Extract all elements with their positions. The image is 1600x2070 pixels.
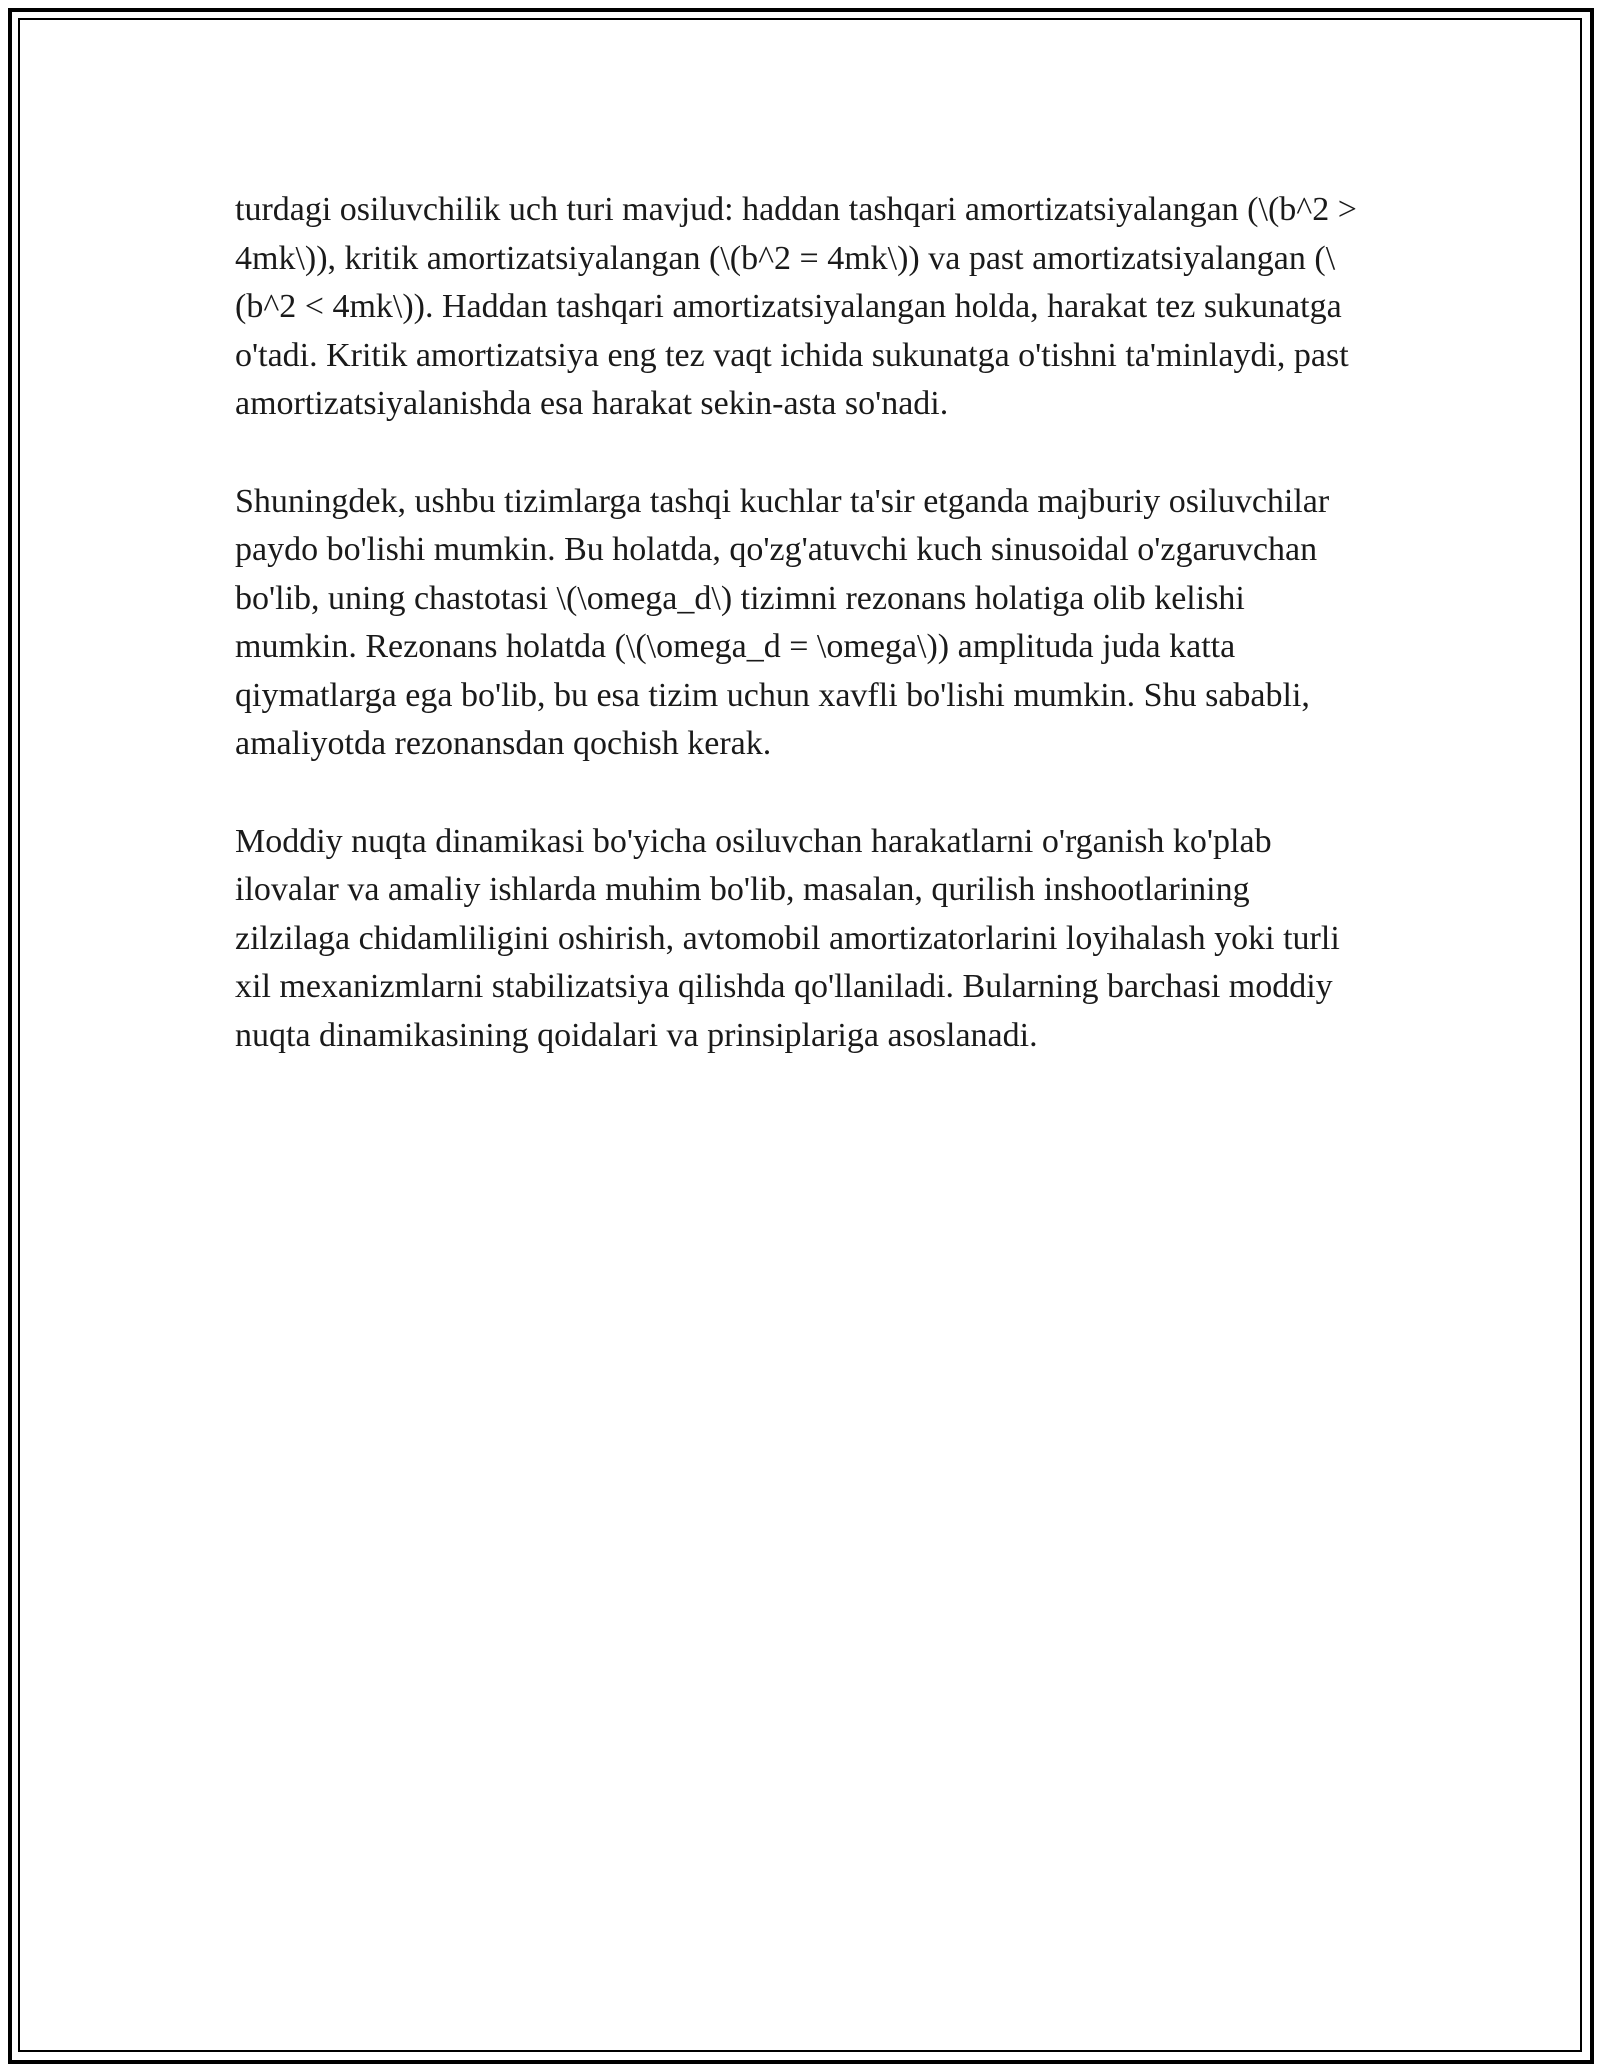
document-body [235, 186, 1360, 1109]
paragraph-applications: Moddiy nuqta dinamikasi bo'yicha osiluvchan harakatlarni o'rganish ko'plab ilovalar va amaliy ishlarda muhim bo'lib, masalan, qurilish inshootlarining zilzilaga chidamliligini oshirish, avtomobil amortizatorlarini loyihalash yoki turli xil mexanizmlarni stabilizatsiya qilishda qo'llaniladi. Bularning barchasi moddiy nuqta dinamikasining qoidalari va prinsiplariga asoslanadi. [235, 822, 1340, 1054]
paragraph-damping-types: turdagi osiluvchilik uch turi mavjud: haddan tashqari amortizatsiyalangan (\(b^2 > 4mk\)), kritik amortizatsiyalangan (\(b^2 = 4mk\)) va past amortizatsiyalangan (\(b^2 < 4mk\)). Haddan tashqari amortizatsiyalangan holda, harakat tez sukunatga o'tadi. Kritik amortizatsiya eng tez vaqt ichida sukunatga o'tishni ta'minlaydi, past amortizatsiyalanishda esa harakat sekin-asta so'nadi. [235, 191, 1357, 422]
paragraph-forced-oscillations: Shuningdek, ushbu tizimlarga tashqi kuchlar ta'sir etganda majburiy osiluvchilar paydo bo'lishi mumkin. Bu holatda, qo'zg'atuvchi kuch sinusoidal o'zgaruvchan bo'lib, uning chastotasi \(\omega_d\) tizimni rezonans holatiga olib kelishi mumkin. Rezonans holatda (\(\omega_d = \omega\)) amplituda juda katta qiymatlarga ega bo'lib, bu esa tizim uchun xavfli bo'lishi mumkin. Shu sababli, amaliyotda rezonansdan qochish kerak. [235, 482, 1330, 762]
